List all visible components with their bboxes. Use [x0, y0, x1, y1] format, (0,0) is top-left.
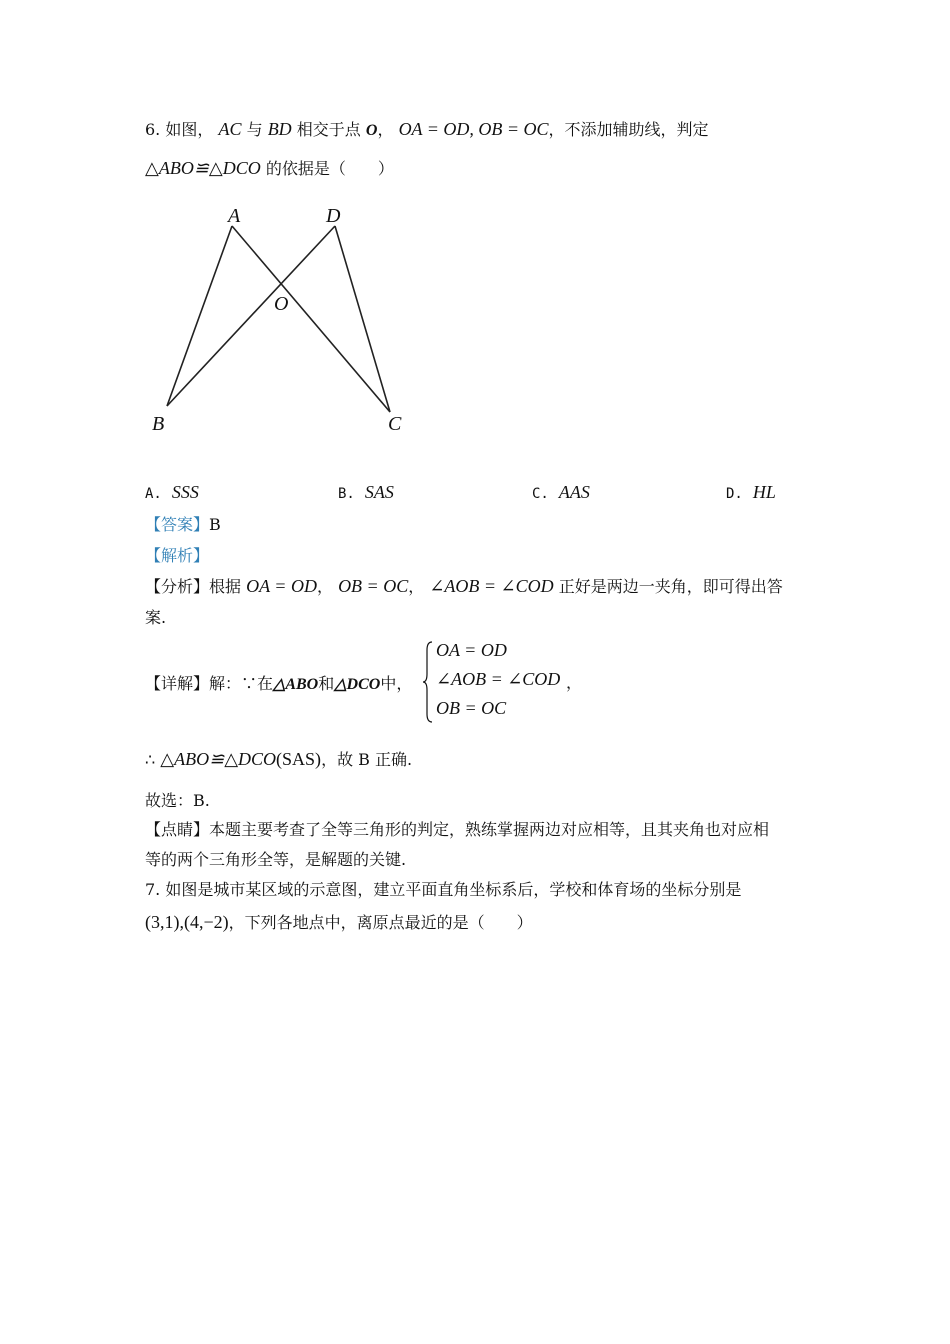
option-c[interactable]: C. AAS — [532, 482, 590, 502]
segment-dc — [335, 226, 390, 412]
xiangjie-line: 【详解】解：∵在△ABO和△DCO中， — [145, 674, 413, 693]
jiexi-line — [145, 544, 209, 568]
q6-congruence: △ABO≌△DCO — [145, 158, 261, 178]
triangle-figure — [140, 200, 420, 440]
answer-value: B — [209, 515, 221, 534]
q6-line2: △ABO≌△DCO 的依据是（ ） — [145, 158, 394, 178]
segment-ac — [232, 226, 390, 412]
label-o: O — [274, 293, 289, 315]
q6-number: 6. — [145, 120, 161, 139]
system-eq-2: ∠AOB = ∠COD — [436, 669, 561, 689]
q6-condition: OA = OD, OB = OC — [398, 119, 549, 139]
dianjing-line2: 等的两个三角形全等，是解题的关键. — [145, 850, 407, 869]
dianjing-line1: 【点睛】本题主要考查了全等三角形的判定，熟练掌握两边对应相等，且其夹角也对应相 — [145, 820, 770, 839]
label-b: B — [152, 413, 165, 435]
q7-line1: 7. 如图是城市某区域的示意图，建立平面直角坐标系后，学校和体育场的坐标分别是 — [145, 880, 742, 899]
q6-line1: 6. 如图， AC 与 BD 相交于点 O， OA = OD, OB = OC，不添加辅助线，判定 — [145, 119, 709, 139]
q7-line2: (3,1),(4,−2)，下列各地点中，离原点最近的是（ ） — [145, 912, 533, 932]
conclusion-line: ∴ △ABO≌△DCO(SAS)，故 B 正确. — [145, 749, 413, 769]
segment-db — [167, 226, 335, 406]
fenxi-tag: 【分析】 — [145, 577, 210, 596]
fenxi-line1: 【分析】根据 OA = OD， OB = OC， ∠AOB = ∠COD 正好是两边一夹角，即可得出答 — [145, 576, 783, 596]
xiangjie-tag: 【详解】 — [145, 674, 210, 693]
conclusion-expr: △ABO≌△DCO — [160, 749, 277, 769]
option-b[interactable]: B. SAS — [338, 482, 394, 502]
q7-coords: (3,1),(4,−2) — [145, 912, 229, 932]
label-a: A — [228, 205, 241, 227]
answer-line — [145, 513, 221, 537]
option-d[interactable]: D. HL — [726, 482, 776, 502]
option-a[interactable]: A. SSS — [145, 482, 199, 502]
fenxi-line2: 案. — [145, 608, 167, 627]
system-eq-3: OB = OC — [436, 698, 507, 718]
guxuan-line: 故选：B. — [145, 791, 210, 810]
answer-tag: 【答案】 — [145, 515, 210, 534]
jiexi-tag: 【解析】 — [145, 546, 210, 565]
segment-ab — [167, 226, 232, 406]
label-d: D — [326, 205, 341, 227]
equation-system: OA = OD ∠AOB = ∠COD OB = OC ， — [428, 640, 588, 724]
label-c: C — [388, 413, 402, 435]
system-eq-1: OA = OD — [436, 640, 507, 660]
left-brace-icon — [422, 640, 434, 724]
dianjing-tag: 【点睛】 — [145, 820, 210, 839]
